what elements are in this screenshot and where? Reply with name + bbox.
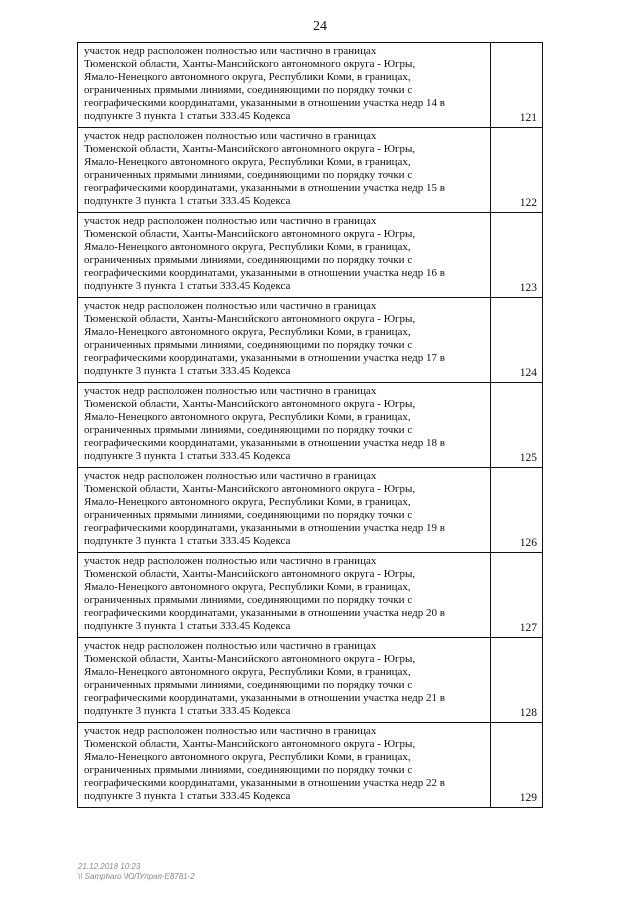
description-line: участок недр расположен полностью или частично в границах <box>84 555 377 567</box>
description-line: Тюменской области, Ханты-Мансийского автономного округа - Югры, <box>84 398 416 410</box>
footer-file-path: \\ Sampharo \ЮЛУпрая-Е8781-2 <box>78 872 195 881</box>
description-cell <box>78 298 491 383</box>
description-line: Ямало-Ненецкого автономного округа, Республики Коми, в границах, <box>84 156 411 168</box>
description-line: Ямало-Ненецкого автономного округа, Республики Коми, в границах, <box>84 241 411 253</box>
description-line: Ямало-Ненецкого автономного округа, Республики Коми, в границах, <box>84 496 411 508</box>
description-line: участок недр расположен полностью или частично в границах <box>84 640 377 652</box>
description-line: подпункте 3 пункта 1 статьи 333.45 Кодекса <box>84 110 291 122</box>
description-line: ограниченных прямыми линиями, соединяющими по порядку точки с <box>84 679 413 691</box>
description-line: Ямало-Ненецкого автономного округа, Республики Коми, в границах, <box>84 666 411 678</box>
table-row <box>78 553 543 638</box>
table-row <box>78 298 543 383</box>
description-line: Тюменской области, Ханты-Мансийского автономного округа - Югры, <box>84 228 416 240</box>
code-cell: 129 <box>491 723 543 808</box>
description-line: подпункте 3 пункта 1 статьи 333.45 Кодекса <box>84 450 291 462</box>
code-cell: 121 <box>491 43 543 128</box>
description-line: географическими координатами, указанными в отношении участка недр 22 в <box>84 777 445 789</box>
description-line: Тюменской области, Ханты-Мансийского автономного округа - Югры, <box>84 483 416 495</box>
description-line: подпункте 3 пункта 1 статьи 333.45 Кодекса <box>84 195 291 207</box>
page-number: 24 <box>313 19 327 34</box>
code-cell: 125 <box>491 383 543 468</box>
description-line: подпункте 3 пункта 1 статьи 333.45 Кодекса <box>84 620 291 632</box>
description-line: географическими координатами, указанными в отношении участка недр 15 в <box>84 182 445 194</box>
description-cell <box>78 553 491 638</box>
description-line: географическими координатами, указанными в отношении участка недр 19 в <box>84 522 445 534</box>
description-line: географическими координатами, указанными в отношении участка недр 18 в <box>84 437 445 449</box>
description-line: подпункте 3 пункта 1 статьи 333.45 Кодекса <box>84 280 291 292</box>
description-line: ограниченных прямыми линиями, соединяющими по порядку точки с <box>84 84 413 96</box>
description-line: географическими координатами, указанными в отношении участка недр 20 в <box>84 607 445 619</box>
description-line: Ямало-Ненецкого автономного округа, Республики Коми, в границах, <box>84 326 411 338</box>
description-cell <box>78 468 491 553</box>
description-line: участок недр расположен полностью или частично в границах <box>84 385 377 397</box>
description-line: Тюменской области, Ханты-Мансийского автономного округа - Югры, <box>84 143 416 155</box>
description-line: участок недр расположен полностью или частично в границах <box>84 725 377 737</box>
description-line: ограниченных прямыми линиями, соединяющими по порядку точки с <box>84 254 413 266</box>
table-row <box>78 213 543 298</box>
code-cell: 122 <box>491 128 543 213</box>
code-cell: 124 <box>491 298 543 383</box>
footer-timestamp: 21.12.2018 10:23 <box>78 862 141 871</box>
description-cell <box>78 213 491 298</box>
description-line: подпункте 3 пункта 1 статьи 333.45 Кодекса <box>84 790 291 802</box>
description-line: Тюменской области, Ханты-Мансийского автономного округа - Югры, <box>84 58 416 70</box>
description-line: Ямало-Ненецкого автономного округа, Республики Коми, в границах, <box>84 71 411 83</box>
table-row <box>78 128 543 213</box>
description-line: ограниченных прямыми линиями, соединяющими по порядку точки с <box>84 339 413 351</box>
description-line: подпункте 3 пункта 1 статьи 333.45 Кодекса <box>84 365 291 377</box>
description-line: Тюменской области, Ханты-Мансийского автономного округа - Югры, <box>84 738 416 750</box>
document-footer <box>78 862 195 882</box>
description-line: географическими координатами, указанными в отношении участка недр 14 в <box>84 97 445 109</box>
description-line: географическими координатами, указанными в отношении участка недр 16 в <box>84 267 445 279</box>
description-line: Тюменской области, Ханты-Мансийского автономного округа - Югры, <box>84 653 416 665</box>
table-row <box>78 638 543 723</box>
description-line: участок недр расположен полностью или частично в границах <box>84 215 377 227</box>
table-row <box>78 43 543 128</box>
description-line: Ямало-Ненецкого автономного округа, Республики Коми, в границах, <box>84 411 411 423</box>
code-cell: 123 <box>491 213 543 298</box>
description-line: географическими координатами, указанными в отношении участка недр 21 в <box>84 692 445 704</box>
description-line: ограниченных прямыми линиями, соединяющими по порядку точки с <box>84 424 413 436</box>
table-body <box>78 43 543 808</box>
description-cell <box>78 723 491 808</box>
description-line: участок недр расположен полностью или частично в границах <box>84 45 377 57</box>
description-cell <box>78 43 491 128</box>
description-line: Ямало-Ненецкого автономного округа, Республики Коми, в границах, <box>84 581 411 593</box>
description-line: подпункте 3 пункта 1 статьи 333.45 Кодекса <box>84 705 291 717</box>
table-row <box>78 723 543 808</box>
description-line: участок недр расположен полностью или частично в границах <box>84 470 377 482</box>
code-cell: 126 <box>491 468 543 553</box>
code-cell: 128 <box>491 638 543 723</box>
description-line: ограниченных прямыми линиями, соединяющими по порядку точки с <box>84 594 413 606</box>
description-line: Ямало-Ненецкого автономного округа, Республики Коми, в границах, <box>84 751 411 763</box>
description-line: подпункте 3 пункта 1 статьи 333.45 Кодекса <box>84 535 291 547</box>
description-line: участок недр расположен полностью или частично в границах <box>84 130 377 142</box>
description-line: ограниченных прямыми линиями, соединяющими по порядку точки с <box>84 509 413 521</box>
description-cell <box>78 128 491 213</box>
description-cell <box>78 383 491 468</box>
description-line: ограниченных прямыми линиями, соединяющими по порядку точки с <box>84 169 413 181</box>
description-cell <box>78 638 491 723</box>
table-row <box>78 383 543 468</box>
description-line: Тюменской области, Ханты-Мансийского автономного округа - Югры, <box>84 313 416 325</box>
table-row <box>78 468 543 553</box>
description-line: ограниченных прямыми линиями, соединяющими по порядку точки с <box>84 764 413 776</box>
description-line: Тюменской области, Ханты-Мансийского автономного округа - Югры, <box>84 568 416 580</box>
description-line: участок недр расположен полностью или частично в границах <box>84 300 377 312</box>
code-cell: 127 <box>491 553 543 638</box>
description-line: географическими координатами, указанными в отношении участка недр 17 в <box>84 352 445 364</box>
territory-code-table <box>77 42 543 808</box>
